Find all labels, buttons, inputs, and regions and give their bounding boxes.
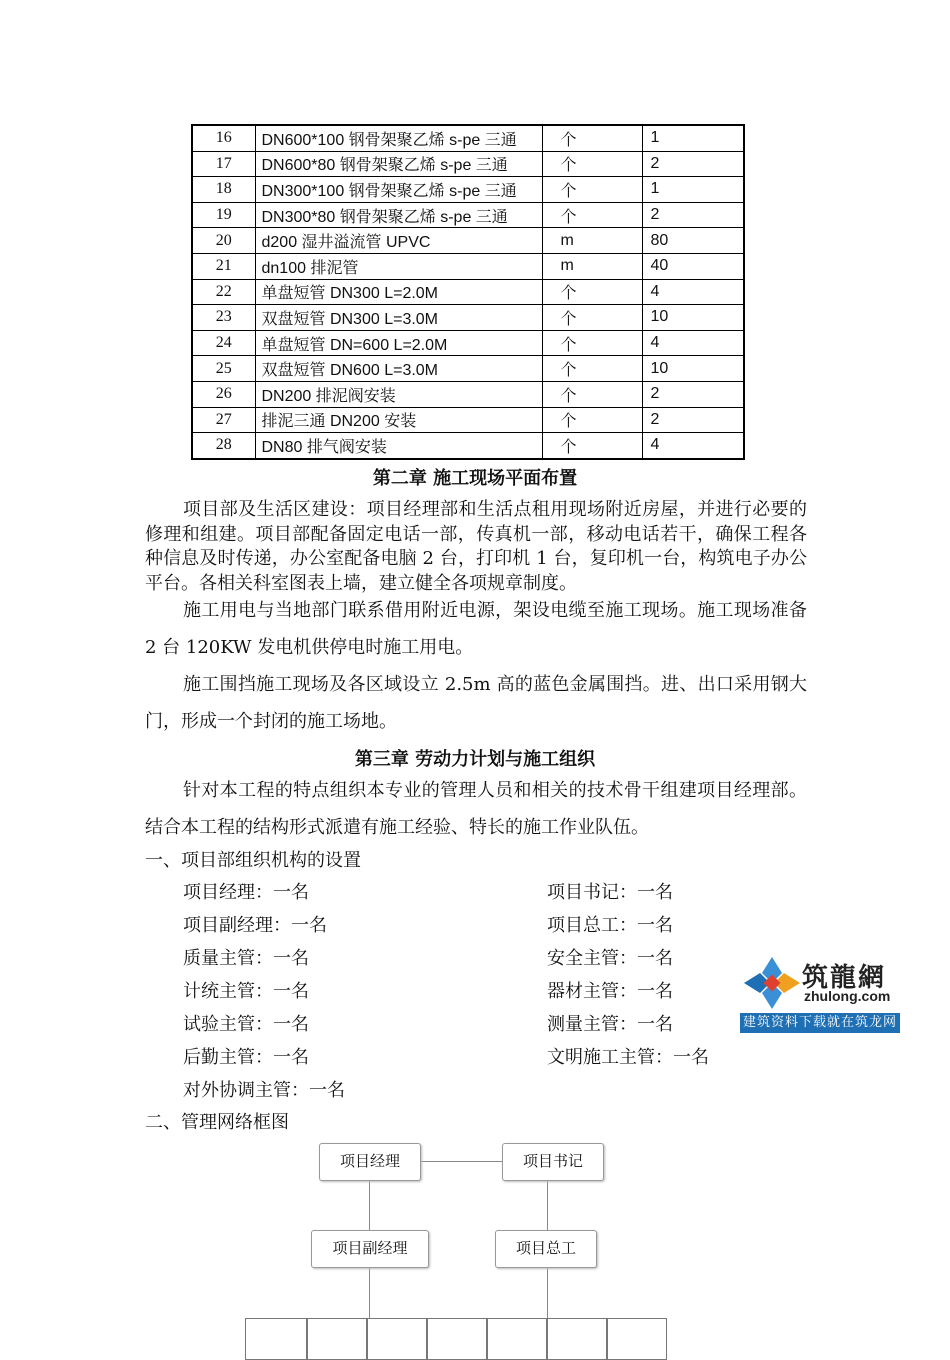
row-number: 27 xyxy=(192,407,255,433)
org-connector-right-lower xyxy=(547,1266,548,1318)
section-1-heading: 一、项目部组织机构的设置 xyxy=(145,850,361,871)
row-number: 26 xyxy=(192,381,255,407)
item-quantity: 80 xyxy=(642,228,744,254)
table-row xyxy=(192,151,744,177)
table-row xyxy=(192,433,744,459)
staff-item-left: 项目经理：一名 xyxy=(183,882,309,903)
staff-item-right: 文明施工主管：一名 xyxy=(547,1047,709,1068)
item-unit: 个 xyxy=(542,279,642,305)
item-unit: 个 xyxy=(542,381,642,407)
pinwheel-logo-icon xyxy=(742,955,802,1011)
row-number: 23 xyxy=(192,305,255,331)
row-number: 19 xyxy=(192,202,255,228)
chapter-2-paragraph-1: 项目部及生活区建设：项目经理部和生活点租用现场附近房屋，并进行必要的修理和组建。项目部配备固定电话一部，传真机一部，移动电话若干，确保工程各种信息及时传递，办公室配备电脑 2 台，打印机 1 台，复印机一台，构筑电子办公平台。各相关科室图表上墙，建立健全各项规章制度。 xyxy=(145,499,807,594)
org-box-deputy-manager: 项目副经理 xyxy=(311,1230,429,1268)
org-bottom-box xyxy=(307,1318,367,1360)
item-unit: 个 xyxy=(542,125,642,151)
item-unit: 个 xyxy=(542,305,642,331)
item-name: 双盘短管 DN600 L=3.0M xyxy=(255,356,542,382)
staff-item-left: 计统主管：一名 xyxy=(183,981,309,1002)
item-quantity: 2 xyxy=(642,202,744,228)
staff-item-left: 质量主管：一名 xyxy=(183,948,309,969)
item-quantity: 2 xyxy=(642,151,744,177)
row-number: 18 xyxy=(192,177,255,203)
row-number: 22 xyxy=(192,279,255,305)
item-name: DN600*100 钢骨架聚乙烯 s-pe 三通 xyxy=(255,125,542,151)
chapter-2-paragraph-2: 施工用电与当地部门联系借用附近电源，架设电缆至施工现场。施工现场准备 2 台 120KW 发电机供停电时施工用电。 xyxy=(145,600,807,658)
staff-item-left: 后勤主管：一名 xyxy=(183,1047,309,1068)
staff-item-left: 项目副经理：一名 xyxy=(183,915,327,936)
item-quantity: 2 xyxy=(642,381,744,407)
item-name: 排泥三通 DN200 安装 xyxy=(255,407,542,433)
org-box-project-secretary: 项目书记 xyxy=(502,1143,604,1181)
table-row xyxy=(192,305,744,331)
org-bottom-box xyxy=(547,1318,607,1360)
item-quantity: 1 xyxy=(642,125,744,151)
section-2-heading: 二、管理网络框图 xyxy=(145,1112,289,1133)
org-bottom-box xyxy=(487,1318,547,1360)
logo-slogan: 建筑资料下载就在筑龙网 xyxy=(740,1013,900,1033)
org-bottom-box xyxy=(427,1318,487,1360)
item-quantity: 10 xyxy=(642,356,744,382)
logo-url: zhulong.com xyxy=(804,988,891,1004)
table-row xyxy=(192,381,744,407)
table-row xyxy=(192,279,744,305)
item-name: 单盘短管 DN=600 L=2.0M xyxy=(255,330,542,356)
materials-table xyxy=(191,124,745,460)
row-number: 17 xyxy=(192,151,255,177)
item-quantity: 2 xyxy=(642,407,744,433)
item-quantity: 4 xyxy=(642,433,744,459)
item-name: d200 湿井溢流管 UPVC xyxy=(255,228,542,254)
staff-item-right: 安全主管：一名 xyxy=(547,948,673,969)
item-unit: 个 xyxy=(542,330,642,356)
item-unit: 个 xyxy=(542,151,642,177)
staff-item-right: 项目总工：一名 xyxy=(547,915,673,936)
row-number: 25 xyxy=(192,356,255,382)
org-bottom-box xyxy=(367,1318,427,1360)
staff-item-right: 项目书记：一名 xyxy=(547,882,673,903)
item-quantity: 1 xyxy=(642,177,744,203)
item-name: 双盘短管 DN300 L=3.0M xyxy=(255,305,542,331)
table-row xyxy=(192,253,744,279)
row-number: 21 xyxy=(192,253,255,279)
item-unit: m xyxy=(542,228,642,254)
item-quantity: 4 xyxy=(642,330,744,356)
org-bottom-box xyxy=(607,1318,667,1360)
table-row xyxy=(192,356,744,382)
chapter-2-title: 第二章 施工现场平面布置 xyxy=(372,468,578,489)
staff-item-left: 对外协调主管：一名 xyxy=(183,1080,345,1101)
org-box-chief-engineer: 项目总工 xyxy=(495,1230,597,1268)
item-name: DN300*80 钢骨架聚乙烯 s-pe 三通 xyxy=(255,202,542,228)
chapter-2-paragraph-3: 施工围挡施工现场及各区域设立 2.5m 高的蓝色金属围挡。进、出口采用钢大门，形成一个封闭的施工场地。 xyxy=(145,674,807,732)
item-quantity: 10 xyxy=(642,305,744,331)
item-name: DN300*100 钢骨架聚乙烯 s-pe 三通 xyxy=(255,177,542,203)
org-bottom-box xyxy=(245,1318,307,1360)
staff-item-left: 试验主管：一名 xyxy=(183,1014,309,1035)
org-connector-top xyxy=(420,1161,502,1162)
table-row xyxy=(192,228,744,254)
row-number: 28 xyxy=(192,433,255,459)
table-row xyxy=(192,330,744,356)
org-connector-left-upper xyxy=(369,1180,370,1230)
zhulong-logo xyxy=(740,955,900,1033)
table-row xyxy=(192,177,744,203)
item-unit: 个 xyxy=(542,202,642,228)
org-connector-right-upper xyxy=(547,1180,548,1230)
item-unit: 个 xyxy=(542,356,642,382)
staff-item-right: 测量主管：一名 xyxy=(547,1014,673,1035)
item-name: dn100 排泥管 xyxy=(255,253,542,279)
item-name: 单盘短管 DN300 L=2.0M xyxy=(255,279,542,305)
item-unit: 个 xyxy=(542,433,642,459)
item-name: DN80 排气阀安装 xyxy=(255,433,542,459)
item-quantity: 40 xyxy=(642,253,744,279)
row-number: 16 xyxy=(192,125,255,151)
item-unit: m xyxy=(542,253,642,279)
item-name: DN600*80 钢骨架聚乙烯 s-pe 三通 xyxy=(255,151,542,177)
item-name: DN200 排泥阀安装 xyxy=(255,381,542,407)
row-number: 20 xyxy=(192,228,255,254)
row-number: 24 xyxy=(192,330,255,356)
item-unit: 个 xyxy=(542,177,642,203)
item-unit: 个 xyxy=(542,407,642,433)
table-row xyxy=(192,407,744,433)
chapter-3-paragraph-1: 针对本工程的特点组织本专业的管理人员和相关的技术骨干组建项目经理部。结合本工程的结构形式派遣有施工经验、特长的施工作业队伍。 xyxy=(145,780,807,838)
logo-title: 筑龍網 xyxy=(802,963,887,993)
item-quantity: 4 xyxy=(642,279,744,305)
table-row xyxy=(192,202,744,228)
chapter-3-title: 第三章 劳动力计划与施工组织 xyxy=(354,749,596,770)
table-row xyxy=(192,125,744,151)
org-box-project-manager: 项目经理 xyxy=(319,1143,421,1181)
staff-item-right: 器材主管：一名 xyxy=(547,981,673,1002)
org-connector-left-lower xyxy=(369,1266,370,1318)
